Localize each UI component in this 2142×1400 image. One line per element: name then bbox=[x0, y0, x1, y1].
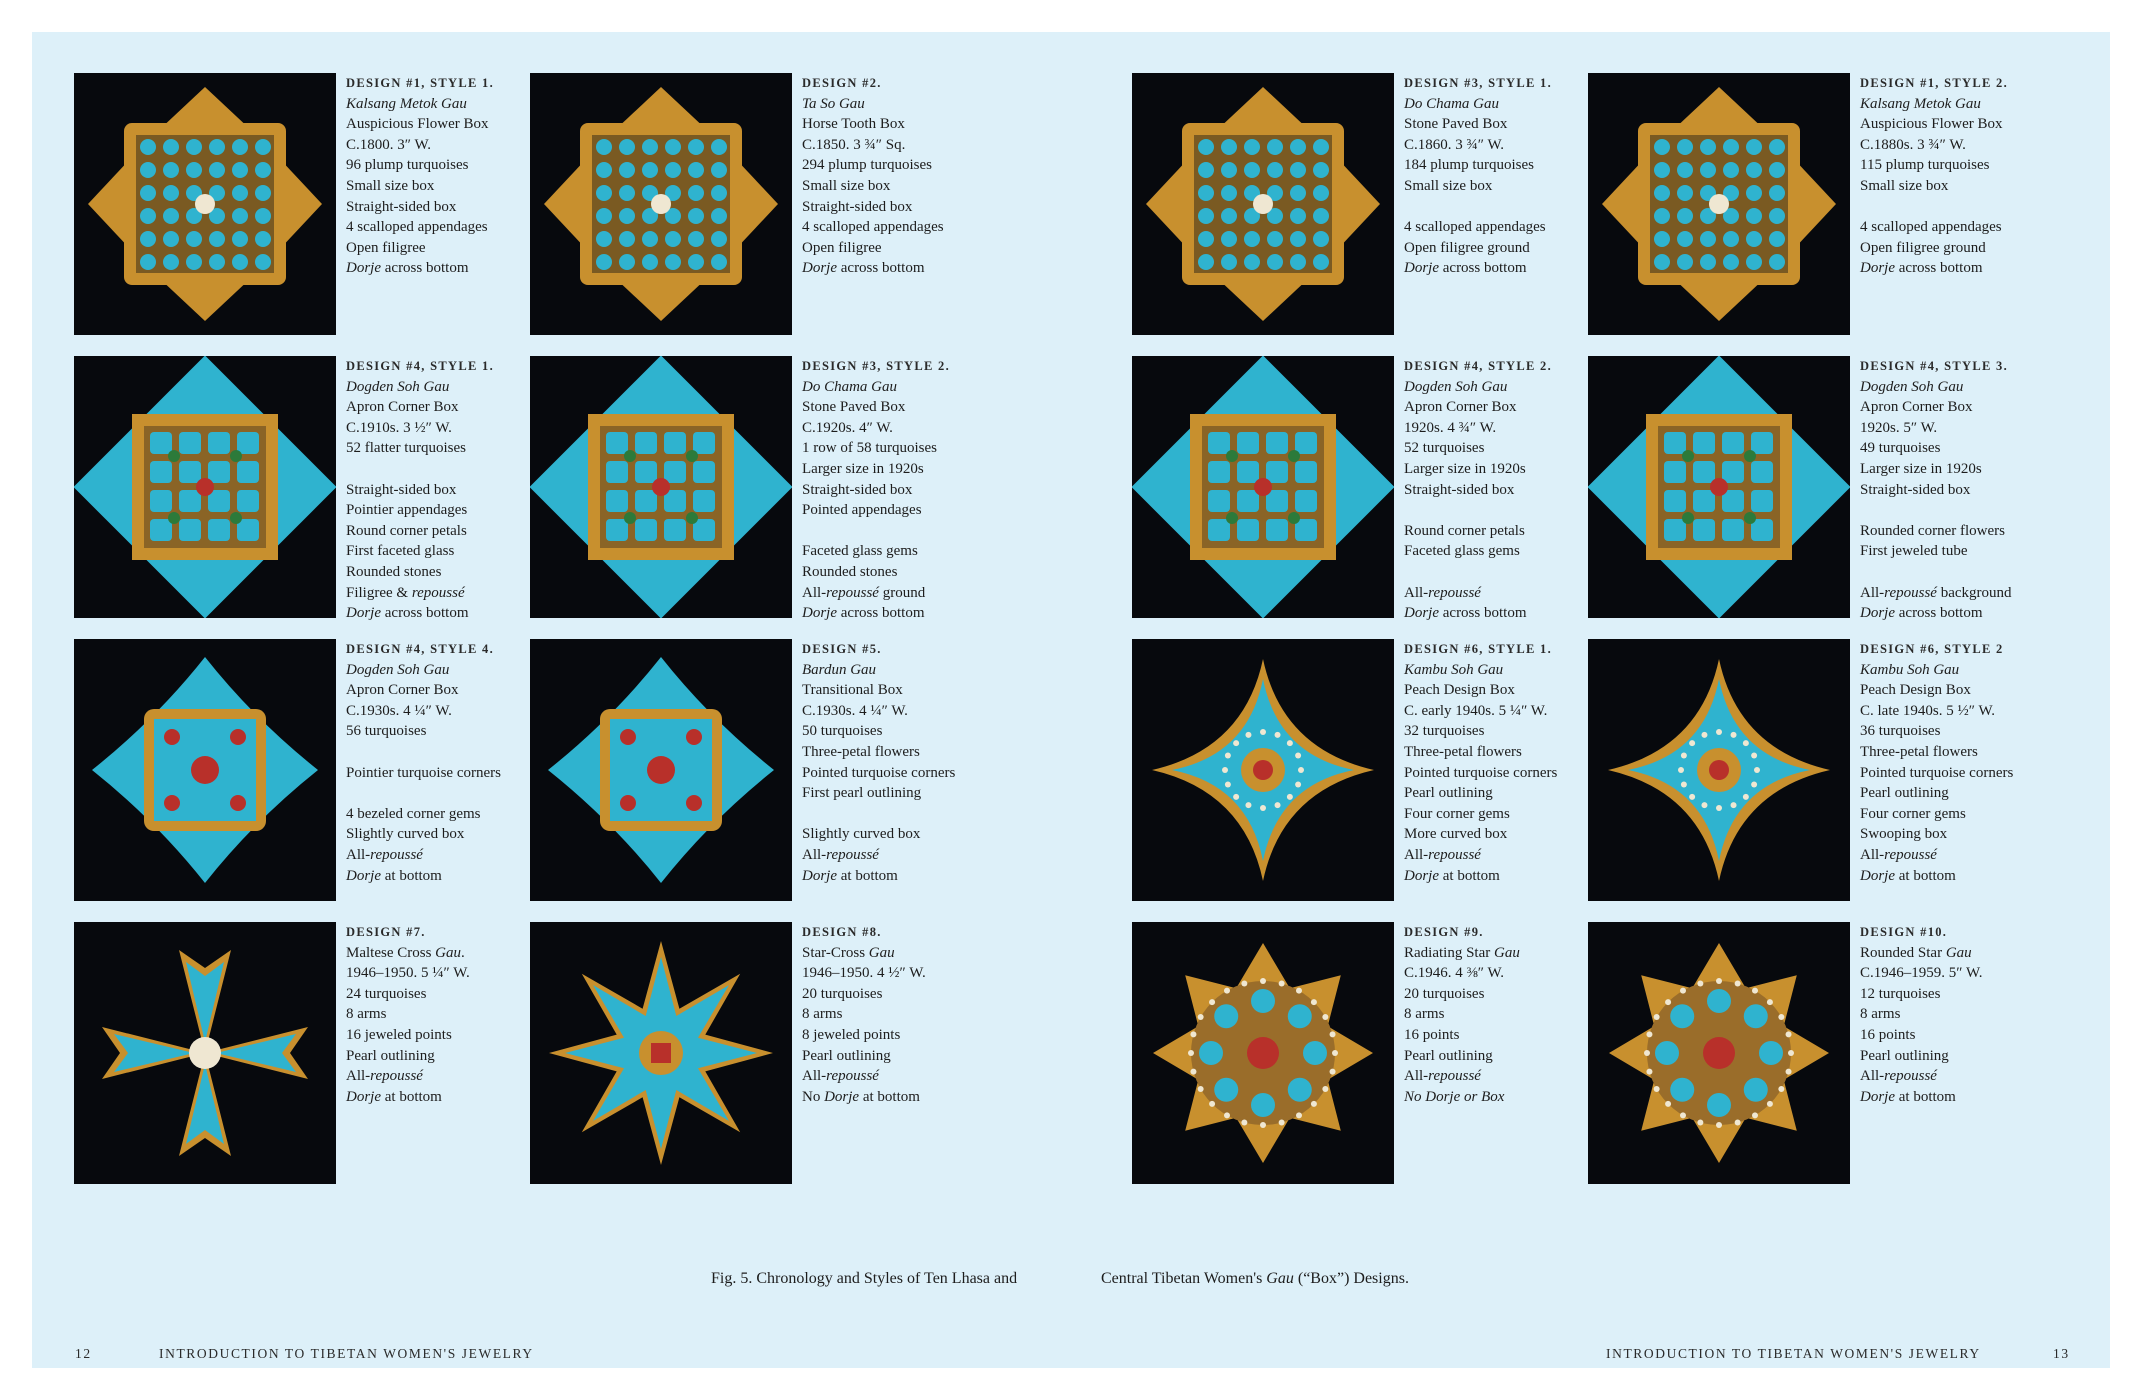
right-running-head: INTRODUCTION TO TIBETAN WOMEN'S JEWELRY bbox=[1606, 1346, 1981, 1361]
caption-line: Straight-sided box bbox=[346, 198, 457, 215]
jewel-box-photo bbox=[74, 639, 336, 901]
caption-line: Stone Paved Box bbox=[802, 399, 906, 416]
caption-line: Small size box bbox=[802, 177, 891, 194]
caption-line: C.1920s. 4″ W. bbox=[802, 419, 893, 436]
caption-line bbox=[1404, 500, 1599, 521]
caption-line: Radiating Star Gau bbox=[1404, 944, 1520, 961]
caption-line: Ta So Gau bbox=[802, 95, 865, 112]
caption-line: 1 row of 58 turquoises bbox=[802, 440, 937, 457]
jewel-box-photo bbox=[530, 356, 792, 618]
jewel-box-photo bbox=[1588, 73, 1850, 335]
caption-line: Round corner petals bbox=[1404, 522, 1525, 539]
caption-line: 4 bezeled corner gems bbox=[346, 805, 481, 822]
design-cell bbox=[1588, 73, 2038, 335]
caption-line: Three-petal flowers bbox=[1860, 743, 1978, 760]
caption-line: Pointed turquoise corners bbox=[1404, 764, 1558, 781]
caption-line: Do Chama Gau bbox=[1404, 95, 1500, 112]
caption-line: Small size box bbox=[1404, 177, 1493, 194]
caption-line: All-repoussé bbox=[1860, 1068, 1937, 1085]
caption-line: 294 plump turquoises bbox=[802, 157, 932, 174]
caption-line bbox=[802, 804, 997, 825]
caption-line: Dorje across bottom bbox=[346, 605, 469, 622]
caption-line: 32 turquoises bbox=[1404, 723, 1485, 740]
design-caption bbox=[1860, 639, 2055, 886]
design-heading: DESIGN #6, STYLE 1. bbox=[1404, 642, 1552, 656]
caption-line: Dogden Soh Gau bbox=[1404, 378, 1508, 395]
caption-line: Straight-sided box bbox=[1860, 481, 1971, 498]
caption-line: C.1946–1959. 5″ W. bbox=[1860, 965, 1983, 982]
design-caption bbox=[346, 73, 541, 279]
design-cell bbox=[74, 356, 524, 622]
caption-line: Dorje across bottom bbox=[346, 260, 469, 277]
jewel-box-photo bbox=[74, 356, 336, 618]
caption-line: All-repoussé ground bbox=[802, 584, 926, 601]
caption-line: Dorje at bottom bbox=[346, 1088, 442, 1105]
design-heading: DESIGN #2. bbox=[802, 76, 882, 90]
caption-line: Dorje across bottom bbox=[802, 260, 925, 277]
caption-line: 52 flatter turquoises bbox=[346, 440, 466, 457]
design-heading: DESIGN #4, STYLE 3. bbox=[1860, 359, 2008, 373]
caption-line: Star-Cross Gau bbox=[802, 944, 895, 961]
design-heading: DESIGN #3, STYLE 1. bbox=[1404, 76, 1552, 90]
caption-line: Pearl outlining bbox=[1404, 1047, 1493, 1064]
caption-line: Three-petal flowers bbox=[1404, 743, 1522, 760]
design-caption bbox=[346, 922, 541, 1107]
design-caption bbox=[346, 356, 541, 624]
caption-line: Pearl outlining bbox=[1404, 785, 1493, 802]
caption-line: C.1860. 3 ¾″ W. bbox=[1404, 136, 1505, 153]
caption-line: Transitional Box bbox=[802, 682, 903, 699]
caption-line: Kambu Soh Gau bbox=[1860, 661, 1960, 678]
caption-line: C.1850. 3 ¾″ Sq. bbox=[802, 136, 906, 153]
caption-line: Larger size in 1920s bbox=[802, 460, 924, 477]
caption-line bbox=[1860, 197, 2055, 218]
caption-line: Peach Design Box bbox=[1404, 682, 1515, 699]
design-cell bbox=[530, 922, 980, 1184]
design-caption bbox=[1860, 922, 2055, 1107]
design-caption bbox=[802, 73, 997, 279]
caption-line: Pointier appendages bbox=[346, 502, 468, 519]
jewel-box-photo bbox=[530, 639, 792, 901]
jewel-box-photo bbox=[74, 922, 336, 1184]
design-cell bbox=[74, 639, 524, 901]
caption-line: Dorje across bottom bbox=[1860, 605, 1983, 622]
caption-line bbox=[1404, 197, 1599, 218]
caption-line: 8 arms bbox=[1404, 1006, 1445, 1023]
caption-line: 16 points bbox=[1404, 1026, 1460, 1043]
caption-line: Rounded stones bbox=[802, 563, 898, 580]
design-heading: DESIGN #3, STYLE 2. bbox=[802, 359, 950, 373]
design-heading: DESIGN #1, STYLE 2. bbox=[1860, 76, 2008, 90]
caption-line: 36 turquoises bbox=[1860, 723, 1941, 740]
caption-line: C. early 1940s. 5 ¼″ W. bbox=[1404, 702, 1548, 719]
design-caption bbox=[802, 356, 997, 624]
design-cell bbox=[1132, 639, 1582, 901]
caption-line: Four corner gems bbox=[1404, 805, 1510, 822]
caption-line: Stone Paved Box bbox=[1404, 116, 1508, 133]
jewel-box-photo bbox=[1132, 639, 1394, 901]
figure-caption-right: Central Tibetan Women's Gau (“Box”) Designs. bbox=[1101, 1270, 1409, 1287]
caption-line: C.1910s. 3 ½″ W. bbox=[346, 419, 452, 436]
caption-line: All-repoussé bbox=[346, 1068, 423, 1085]
design-heading: DESIGN #10. bbox=[1860, 925, 1948, 939]
caption-line: 24 turquoises bbox=[346, 985, 427, 1002]
caption-line: Dogden Soh Gau bbox=[346, 661, 450, 678]
caption-line: 50 turquoises bbox=[802, 723, 883, 740]
caption-line: First faceted glass bbox=[346, 543, 455, 560]
caption-line bbox=[802, 521, 997, 542]
caption-line: Horse Tooth Box bbox=[802, 116, 905, 133]
caption-line: Larger size in 1920s bbox=[1860, 460, 1982, 477]
caption-line: 49 turquoises bbox=[1860, 440, 1941, 457]
figure-caption-left: Fig. 5. Chronology and Styles of Ten Lhasa and bbox=[711, 1270, 1018, 1287]
design-cell bbox=[1588, 639, 2038, 901]
design-caption bbox=[802, 639, 997, 886]
caption-line: Pearl outlining bbox=[346, 1047, 435, 1064]
caption-line bbox=[346, 459, 541, 480]
caption-line: Pearl outlining bbox=[802, 1047, 891, 1064]
caption-line: Kalsang Metok Gau bbox=[346, 95, 467, 112]
caption-line: Dorje across bottom bbox=[1404, 260, 1527, 277]
caption-line bbox=[346, 783, 541, 804]
caption-line: 8 arms bbox=[1860, 1006, 1901, 1023]
caption-line: Small size box bbox=[346, 177, 435, 194]
caption-line: Faceted glass gems bbox=[802, 543, 918, 560]
caption-line: Kalsang Metok Gau bbox=[1860, 95, 1981, 112]
caption-line: 1920s. 4 ¾″ W. bbox=[1404, 419, 1497, 436]
caption-line: Pointier turquoise corners bbox=[346, 764, 501, 781]
jewel-box-photo bbox=[1132, 73, 1394, 335]
caption-line: 4 scalloped appendages bbox=[346, 219, 488, 236]
caption-line: 20 turquoises bbox=[802, 985, 883, 1002]
design-caption bbox=[1404, 922, 1599, 1107]
caption-line: Larger size in 1920s bbox=[1404, 460, 1526, 477]
caption-line: 4 scalloped appendages bbox=[1404, 219, 1546, 236]
caption-line: Dorje across bottom bbox=[1860, 260, 1983, 277]
caption-line: 56 turquoises bbox=[346, 723, 427, 740]
design-heading: DESIGN #1, STYLE 1. bbox=[346, 76, 494, 90]
caption-line: 8 jeweled points bbox=[802, 1026, 901, 1043]
design-cell bbox=[1588, 356, 2038, 622]
caption-line: Apron Corner Box bbox=[1860, 399, 1973, 416]
caption-line: Four corner gems bbox=[1860, 805, 1966, 822]
design-caption bbox=[346, 639, 541, 886]
caption-line: Dogden Soh Gau bbox=[1860, 378, 1964, 395]
design-caption bbox=[1404, 639, 1599, 886]
caption-line: C. late 1940s. 5 ½″ W. bbox=[1860, 702, 1995, 719]
caption-line: Bardun Gau bbox=[802, 661, 877, 678]
caption-line: Open filigree bbox=[346, 239, 426, 256]
caption-line: 4 scalloped appendages bbox=[802, 219, 944, 236]
caption-line: 20 turquoises bbox=[1404, 985, 1485, 1002]
caption-line: C.1930s. 4 ¼″ W. bbox=[802, 702, 908, 719]
design-caption bbox=[1404, 73, 1599, 279]
caption-line: Pointed turquoise corners bbox=[802, 764, 956, 781]
caption-line: Rounded Star Gau bbox=[1860, 944, 1972, 961]
caption-line: Rounded stones bbox=[346, 563, 442, 580]
caption-line: Apron Corner Box bbox=[346, 399, 459, 416]
caption-line: Dorje at bottom bbox=[346, 867, 442, 884]
caption-line: 115 plump turquoises bbox=[1860, 157, 1990, 174]
caption-line: No Dorje or Box bbox=[1404, 1088, 1505, 1105]
jewel-box-photo bbox=[1588, 922, 1850, 1184]
caption-line: 1946–1950. 4 ½″ W. bbox=[802, 965, 926, 982]
design-heading: DESIGN #6, STYLE 2 bbox=[1860, 642, 2004, 656]
caption-line: Dorje at bottom bbox=[1860, 867, 1956, 884]
design-cell bbox=[530, 639, 980, 901]
caption-line: Open filigree bbox=[802, 239, 882, 256]
caption-line: 1946–1950. 5 ¼″ W. bbox=[346, 965, 470, 982]
jewel-box-photo bbox=[1588, 356, 1850, 618]
design-cell bbox=[530, 356, 980, 622]
caption-line: Swooping box bbox=[1860, 826, 1948, 843]
caption-line: 16 jeweled points bbox=[346, 1026, 452, 1043]
caption-line: Pointed appendages bbox=[802, 502, 922, 519]
caption-line: All-repoussé bbox=[1404, 1068, 1481, 1085]
left-page-number: 12 bbox=[75, 1346, 92, 1361]
caption-line: Open filigree ground bbox=[1404, 239, 1530, 256]
caption-line: 8 arms bbox=[802, 1006, 843, 1023]
caption-line: C.1946. 4 ⅜″ W. bbox=[1404, 965, 1505, 982]
caption-line: Straight-sided box bbox=[802, 481, 913, 498]
caption-line: Peach Design Box bbox=[1860, 682, 1971, 699]
jewel-box-photo bbox=[530, 73, 792, 335]
design-heading: DESIGN #9. bbox=[1404, 925, 1484, 939]
caption-line: All-repoussé bbox=[802, 1068, 879, 1085]
right-page-number: 13 bbox=[2053, 1346, 2070, 1361]
caption-line: 8 arms bbox=[346, 1006, 387, 1023]
caption-line: Pointed turquoise corners bbox=[1860, 764, 2014, 781]
design-cell bbox=[1588, 922, 2038, 1184]
caption-line: Dorje at bottom bbox=[1404, 867, 1500, 884]
design-cell bbox=[530, 73, 980, 335]
jewel-box-photo bbox=[74, 73, 336, 335]
caption-line: All-repoussé bbox=[1404, 584, 1481, 601]
caption-line: Dorje at bottom bbox=[1860, 1088, 1956, 1105]
caption-line: Small size box bbox=[1860, 177, 1949, 194]
design-heading: DESIGN #5. bbox=[802, 642, 882, 656]
caption-line: All-repoussé bbox=[346, 846, 423, 863]
caption-line: Dorje at bottom bbox=[802, 867, 898, 884]
caption-line bbox=[346, 742, 541, 763]
caption-line: Auspicious Flower Box bbox=[346, 116, 489, 133]
caption-line: Pearl outlining bbox=[1860, 1047, 1949, 1064]
jewel-box-photo bbox=[1132, 356, 1394, 618]
design-heading: DESIGN #4, STYLE 4. bbox=[346, 642, 494, 656]
design-heading: DESIGN #4, STYLE 2. bbox=[1404, 359, 1552, 373]
caption-line: 1920s. 5″ W. bbox=[1860, 419, 1938, 436]
caption-line: More curved box bbox=[1404, 826, 1508, 843]
caption-line: 4 scalloped appendages bbox=[1860, 219, 2002, 236]
design-cell bbox=[74, 922, 524, 1184]
caption-line: Straight-sided box bbox=[802, 198, 913, 215]
caption-line: Rounded corner flowers bbox=[1860, 522, 2005, 539]
caption-line: Round corner petals bbox=[346, 522, 467, 539]
design-cell bbox=[1132, 356, 1582, 622]
caption-line bbox=[1860, 500, 2055, 521]
caption-line: 16 points bbox=[1860, 1026, 1916, 1043]
caption-line bbox=[1860, 562, 2055, 583]
caption-line: C.1930s. 4 ¼″ W. bbox=[346, 702, 452, 719]
caption-line: Pearl outlining bbox=[1860, 785, 1949, 802]
caption-line: Slightly curved box bbox=[802, 826, 921, 843]
caption-line: Three-petal flowers bbox=[802, 743, 920, 760]
caption-line: Apron Corner Box bbox=[346, 682, 459, 699]
caption-line: Dorje across bottom bbox=[1404, 605, 1527, 622]
book-spread bbox=[32, 32, 2110, 1368]
design-cell bbox=[1132, 922, 1582, 1184]
caption-line: Filigree & repoussé bbox=[346, 584, 465, 601]
caption-line: Open filigree ground bbox=[1860, 239, 1986, 256]
jewel-box-photo bbox=[1132, 922, 1394, 1184]
design-cell bbox=[74, 73, 524, 335]
caption-line: Kambu Soh Gau bbox=[1404, 661, 1504, 678]
design-caption bbox=[1860, 356, 2055, 624]
caption-line: Dorje across bottom bbox=[802, 605, 925, 622]
caption-line: All-repoussé bbox=[802, 846, 879, 863]
design-heading: DESIGN #8. bbox=[802, 925, 882, 939]
caption-line: Apron Corner Box bbox=[1404, 399, 1517, 416]
caption-line: Auspicious Flower Box bbox=[1860, 116, 2003, 133]
caption-line: 12 turquoises bbox=[1860, 985, 1941, 1002]
design-cell bbox=[1132, 73, 1582, 335]
caption-line: All-repoussé bbox=[1860, 846, 1937, 863]
caption-line: Straight-sided box bbox=[346, 481, 457, 498]
caption-line: First jeweled tube bbox=[1860, 543, 1968, 560]
design-caption bbox=[1860, 73, 2055, 279]
jewel-box-photo bbox=[1588, 639, 1850, 901]
design-heading: DESIGN #4, STYLE 1. bbox=[346, 359, 494, 373]
design-heading: DESIGN #7. bbox=[346, 925, 426, 939]
caption-line: Faceted glass gems bbox=[1404, 543, 1520, 560]
caption-line bbox=[1404, 562, 1599, 583]
caption-line: C.1880s. 3 ¾″ W. bbox=[1860, 136, 1966, 153]
caption-line: Dogden Soh Gau bbox=[346, 378, 450, 395]
caption-line: Straight-sided box bbox=[1404, 481, 1515, 498]
caption-line: Slightly curved box bbox=[346, 826, 465, 843]
caption-line: All-repoussé background bbox=[1860, 584, 2012, 601]
caption-line: Maltese Cross Gau. bbox=[346, 944, 465, 961]
jewel-box-photo bbox=[530, 922, 792, 1184]
caption-line: First pearl outlining bbox=[802, 785, 922, 802]
design-caption bbox=[1404, 356, 1599, 624]
caption-line: 184 plump turquoises bbox=[1404, 157, 1534, 174]
design-caption bbox=[802, 922, 997, 1107]
left-running-head: INTRODUCTION TO TIBETAN WOMEN'S JEWELRY bbox=[159, 1346, 534, 1361]
caption-line: All-repoussé bbox=[1404, 846, 1481, 863]
caption-line: Do Chama Gau bbox=[802, 378, 898, 395]
caption-line: No Dorje at bottom bbox=[802, 1088, 920, 1105]
caption-line: 52 turquoises bbox=[1404, 440, 1485, 457]
caption-line: 96 plump turquoises bbox=[346, 157, 469, 174]
caption-line: C.1800. 3″ W. bbox=[346, 136, 432, 153]
